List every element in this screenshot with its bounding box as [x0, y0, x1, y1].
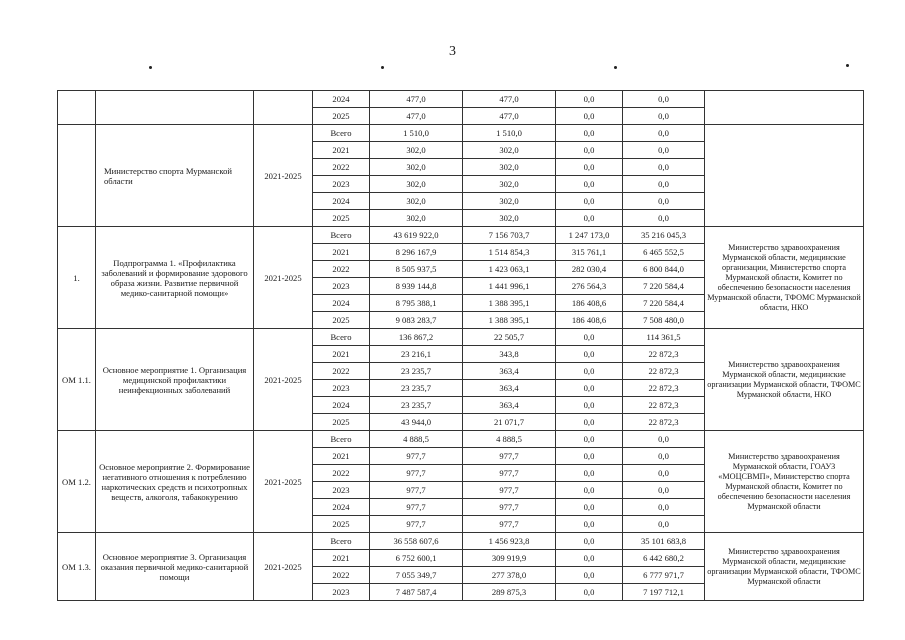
cell-c2: 0,0 — [556, 567, 623, 584]
cell-c2: 186 408,6 — [556, 295, 623, 312]
cell-total: 23 235,7 — [370, 397, 463, 414]
cell-total: 977,7 — [370, 516, 463, 533]
cell-year: 2022 — [313, 465, 370, 482]
row-period: 2021-2025 — [254, 431, 313, 533]
cell-c1: 363,4 — [463, 363, 556, 380]
cell-c2: 0,0 — [556, 499, 623, 516]
cell-total: 477,0 — [370, 108, 463, 125]
cell-c3: 6 465 552,5 — [623, 244, 705, 261]
cell-year: 2025 — [313, 516, 370, 533]
cell-c3: 0,0 — [623, 210, 705, 227]
cell-c1: 477,0 — [463, 91, 556, 108]
cell-total: 4 888,5 — [370, 431, 463, 448]
cell-total: 302,0 — [370, 159, 463, 176]
cell-c1: 977,7 — [463, 448, 556, 465]
table-row — [58, 329, 864, 346]
cell-c3: 22 872,3 — [623, 363, 705, 380]
cell-c1: 977,7 — [463, 482, 556, 499]
cell-year: 2022 — [313, 261, 370, 278]
cell-year: 2024 — [313, 397, 370, 414]
cell-c1: 477,0 — [463, 108, 556, 125]
cell-c1: 277 378,0 — [463, 567, 556, 584]
row-period: 2021-2025 — [254, 125, 313, 227]
cell-c3: 0,0 — [623, 159, 705, 176]
cell-c2: 0,0 — [556, 363, 623, 380]
cell-c1: 302,0 — [463, 159, 556, 176]
cell-c1: 977,7 — [463, 465, 556, 482]
cell-c1: 977,7 — [463, 499, 556, 516]
table-row — [58, 125, 864, 142]
row-code: 1. — [58, 227, 96, 329]
cell-c3: 22 872,3 — [623, 397, 705, 414]
cell-c2: 0,0 — [556, 482, 623, 499]
cell-c2: 0,0 — [556, 397, 623, 414]
cell-c2: 0,0 — [556, 465, 623, 482]
row-responsible — [705, 125, 864, 227]
cell-c2: 0,0 — [556, 414, 623, 431]
cell-c1: 309 919,9 — [463, 550, 556, 567]
cell-c1: 302,0 — [463, 142, 556, 159]
cell-c3: 22 872,3 — [623, 380, 705, 397]
cell-c2: 0,0 — [556, 176, 623, 193]
cell-c3: 6 800 844,0 — [623, 261, 705, 278]
cell-total: 8 296 167,9 — [370, 244, 463, 261]
scan-speck — [149, 66, 152, 69]
cell-c3: 0,0 — [623, 193, 705, 210]
row-period: 2021-2025 — [254, 227, 313, 329]
cell-total: 8 505 937,5 — [370, 261, 463, 278]
row-name: Основное мероприятие 3. Организация оказания первичной медико-санитарной помощи — [96, 533, 254, 601]
cell-total: 43 619 922,0 — [370, 227, 463, 244]
cell-total: 43 944,0 — [370, 414, 463, 431]
budget-table — [57, 90, 864, 601]
cell-c1: 343,8 — [463, 346, 556, 363]
cell-total: 23 216,1 — [370, 346, 463, 363]
cell-c1: 4 888,5 — [463, 431, 556, 448]
cell-c1: 1 423 063,1 — [463, 261, 556, 278]
cell-c2: 0,0 — [556, 584, 623, 601]
row-responsible: Министерство здравоохранения Мурманской области, медицинские организации Мурманской области, ТФОМС Мурманской области — [705, 533, 864, 601]
row-period: 2021-2025 — [254, 329, 313, 431]
cell-c3: 6 777 971,7 — [623, 567, 705, 584]
cell-total: 8 939 144,8 — [370, 278, 463, 295]
cell-total: 8 795 388,1 — [370, 295, 463, 312]
cell-c3: 7 220 584,4 — [623, 295, 705, 312]
cell-c3: 0,0 — [623, 448, 705, 465]
cell-year: 2022 — [313, 159, 370, 176]
cell-total: 977,7 — [370, 448, 463, 465]
cell-c3: 0,0 — [623, 125, 705, 142]
cell-total: 977,7 — [370, 465, 463, 482]
cell-year: 2025 — [313, 414, 370, 431]
cell-c2: 0,0 — [556, 329, 623, 346]
cell-c3: 7 508 480,0 — [623, 312, 705, 329]
cell-total: 6 752 600,1 — [370, 550, 463, 567]
row-name: Министерство спорта Мурманской области — [96, 125, 254, 227]
cell-year: 2021 — [313, 448, 370, 465]
cell-c2: 315 761,1 — [556, 244, 623, 261]
scan-speck — [846, 64, 849, 67]
cell-c3: 22 872,3 — [623, 346, 705, 363]
cell-total: 36 558 607,6 — [370, 533, 463, 550]
row-name: Подпрограмма 1. «Профилактика заболеваний и формирование здорового образа жизни. Развитие первичной медико-санитарной помощи» — [96, 227, 254, 329]
cell-c2: 0,0 — [556, 380, 623, 397]
table-body — [58, 91, 864, 601]
cell-year: Всего — [313, 431, 370, 448]
cell-c2: 0,0 — [556, 210, 623, 227]
cell-c3: 7 220 584,4 — [623, 278, 705, 295]
cell-c2: 186 408,6 — [556, 312, 623, 329]
cell-year: 2023 — [313, 584, 370, 601]
cell-total: 477,0 — [370, 91, 463, 108]
cell-c1: 363,4 — [463, 397, 556, 414]
cell-c3: 114 361,5 — [623, 329, 705, 346]
cell-c3: 35 101 683,8 — [623, 533, 705, 550]
table-row — [58, 533, 864, 550]
cell-c1: 289 875,3 — [463, 584, 556, 601]
cell-c2: 0,0 — [556, 346, 623, 363]
cell-total: 7 487 587,4 — [370, 584, 463, 601]
cell-c1: 1 456 923,8 — [463, 533, 556, 550]
cell-year: 2021 — [313, 142, 370, 159]
cell-year: Всего — [313, 329, 370, 346]
cell-c2: 0,0 — [556, 142, 623, 159]
cell-total: 302,0 — [370, 210, 463, 227]
cell-year: Всего — [313, 125, 370, 142]
scan-speck — [381, 66, 384, 69]
cell-year: 2024 — [313, 193, 370, 210]
cell-c1: 302,0 — [463, 176, 556, 193]
row-code: ОМ 1.3. — [58, 533, 96, 601]
row-code: ОМ 1.1. — [58, 329, 96, 431]
cell-year: 2023 — [313, 380, 370, 397]
cell-total: 1 510,0 — [370, 125, 463, 142]
row-name: Основное мероприятие 1. Организация медицинской профилактики неинфекционных заболеваний — [96, 329, 254, 431]
cell-total: 9 083 283,7 — [370, 312, 463, 329]
cell-total: 23 235,7 — [370, 380, 463, 397]
cell-total: 7 055 349,7 — [370, 567, 463, 584]
cell-c2: 0,0 — [556, 448, 623, 465]
cell-c1: 1 388 395,1 — [463, 295, 556, 312]
cell-c3: 0,0 — [623, 142, 705, 159]
cell-c1: 302,0 — [463, 193, 556, 210]
row-code — [58, 91, 96, 125]
cell-c1: 1 510,0 — [463, 125, 556, 142]
cell-c2: 276 564,3 — [556, 278, 623, 295]
cell-c3: 0,0 — [623, 465, 705, 482]
cell-c1: 1 441 996,1 — [463, 278, 556, 295]
cell-year: 2021 — [313, 244, 370, 261]
cell-c1: 1 388 395,1 — [463, 312, 556, 329]
row-responsible: Министерство здравоохранения Мурманской области, медицинские организации, Министерство спорта Мурманской области, Комитет по обеспечению безопасности населения Мурманской области, ТФОМС Мурманской области, НКО — [705, 227, 864, 329]
cell-c2: 1 247 173,0 — [556, 227, 623, 244]
cell-total: 977,7 — [370, 499, 463, 516]
cell-year: Всего — [313, 533, 370, 550]
cell-c3: 0,0 — [623, 431, 705, 448]
cell-c3: 0,0 — [623, 482, 705, 499]
cell-total: 302,0 — [370, 193, 463, 210]
row-name — [96, 91, 254, 125]
cell-c3: 7 197 712,1 — [623, 584, 705, 601]
cell-c2: 0,0 — [556, 108, 623, 125]
cell-c3: 0,0 — [623, 516, 705, 533]
row-code — [58, 125, 96, 227]
cell-c2: 0,0 — [556, 125, 623, 142]
cell-c3: 0,0 — [623, 176, 705, 193]
cell-total: 23 235,7 — [370, 363, 463, 380]
cell-c2: 0,0 — [556, 159, 623, 176]
cell-year: 2023 — [313, 278, 370, 295]
row-responsible: Министерство здравоохранения Мурманской области, медицинские организации Мурманской области, ТФОМС Мурманской области, НКО — [705, 329, 864, 431]
cell-year: 2023 — [313, 482, 370, 499]
cell-year: 2024 — [313, 91, 370, 108]
page-number: 3 — [449, 44, 456, 59]
row-responsible: Министерство здравоохранения Мурманской области, ГОАУЗ «МОЦСВМП», Министерство спорта Мурманской области, Комитет по обеспечению безопасности населения Мурманской области — [705, 431, 864, 533]
cell-c3: 22 872,3 — [623, 414, 705, 431]
cell-c3: 35 216 045,3 — [623, 227, 705, 244]
cell-c3: 0,0 — [623, 91, 705, 108]
cell-c3: 6 442 680,2 — [623, 550, 705, 567]
cell-year: 2022 — [313, 363, 370, 380]
cell-year: 2021 — [313, 550, 370, 567]
cell-total: 977,7 — [370, 482, 463, 499]
cell-year: 2025 — [313, 108, 370, 125]
cell-year: 2022 — [313, 567, 370, 584]
row-responsible — [705, 91, 864, 125]
row-period — [254, 91, 313, 125]
row-period: 2021-2025 — [254, 533, 313, 601]
cell-year: 2025 — [313, 312, 370, 329]
cell-c1: 21 071,7 — [463, 414, 556, 431]
cell-year: 2025 — [313, 210, 370, 227]
cell-c2: 0,0 — [556, 91, 623, 108]
table-row — [58, 431, 864, 448]
cell-year: 2023 — [313, 176, 370, 193]
cell-year: Всего — [313, 227, 370, 244]
cell-year: 2024 — [313, 295, 370, 312]
cell-c1: 302,0 — [463, 210, 556, 227]
cell-c1: 977,7 — [463, 516, 556, 533]
cell-c1: 7 156 703,7 — [463, 227, 556, 244]
cell-total: 136 867,2 — [370, 329, 463, 346]
scan-speck — [614, 66, 617, 69]
cell-c2: 0,0 — [556, 431, 623, 448]
cell-c2: 0,0 — [556, 193, 623, 210]
cell-c2: 282 030,4 — [556, 261, 623, 278]
cell-c1: 1 514 854,3 — [463, 244, 556, 261]
cell-c1: 22 505,7 — [463, 329, 556, 346]
cell-c1: 363,4 — [463, 380, 556, 397]
table-row — [58, 91, 864, 108]
cell-total: 302,0 — [370, 142, 463, 159]
cell-c2: 0,0 — [556, 516, 623, 533]
cell-c3: 0,0 — [623, 499, 705, 516]
cell-c2: 0,0 — [556, 550, 623, 567]
row-name: Основное мероприятие 2. Формирование негативного отношения к потреблению наркотических средств и психотропных веществ, алкоголя, табакокурению — [96, 431, 254, 533]
cell-c2: 0,0 — [556, 533, 623, 550]
table-row — [58, 227, 864, 244]
cell-year: 2024 — [313, 499, 370, 516]
cell-c3: 0,0 — [623, 108, 705, 125]
cell-year: 2021 — [313, 346, 370, 363]
cell-total: 302,0 — [370, 176, 463, 193]
row-code: ОМ 1.2. — [58, 431, 96, 533]
